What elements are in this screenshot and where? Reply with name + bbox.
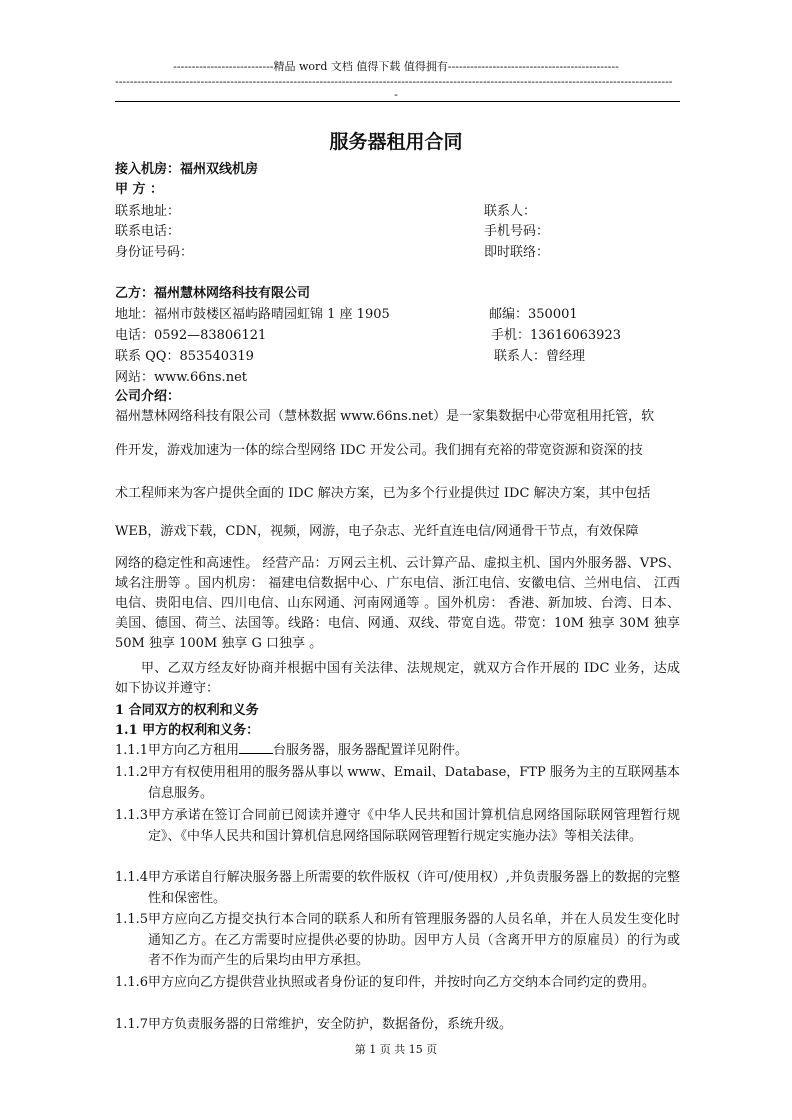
party-b-contact: 联系人：曾经理 — [494, 349, 586, 364]
clause-text: 甲方承诺在签订合同前已阅读并遵守《中华人民共和国计算机信息网络国际联网管理暂行规定》、《中华人民共和国计算机信息网络国际联网管理暂行规定实施办法》等相关法律。 — [148, 808, 680, 844]
header-rule — [115, 101, 680, 102]
intro-heading: 公司介绍： — [115, 389, 181, 404]
party-b-website: 网站：www.66ns.net — [115, 370, 247, 385]
clause-text: 甲方向乙方租用 — [148, 743, 240, 758]
intro-line-3: 术工程师来为客户提供全面的 IDC 解决方案，已为多个行业提供过 IDC 解决方案，其中包括 — [115, 486, 651, 501]
access-room: 接入机房：福州双线机房 — [115, 162, 259, 177]
section-1-1-heading: 1.1 甲方的权利和义务： — [115, 723, 260, 738]
intro-products: 网络的稳定性和高速性。 经营产品：万网云主机、云计算产品、虚拟主机、国内外服务器、VPS、域名注册等 。国内机房： 福建电信数据中心、广东电信、浙江电信、安徽电信、兰州电信、 江西电信、贵阳电信、四川电信、山东网通、河南网通等 。国外机房： 香港、新加坡、台湾、日本、美国、德国、荷兰、法国等。线路：电信、网通、双线、带宽自选。带宽：10M 独享 30M 独享 50M 独享 100M 独享 G 口独享 。 — [115, 556, 680, 651]
clause-1-1-7 — [115, 1015, 680, 1036]
party-b-heading — [115, 284, 310, 304]
clause-text: 甲方应向乙方提供营业执照或者身份证的复印件，并按时向乙方交纳本合同约定的费用。 — [148, 975, 656, 990]
intro-line-2: 件开发，游戏加速为一体的综合型网络 IDC 开发公司。我们拥有充裕的带宽资源和资深的技 — [115, 443, 643, 458]
clause-number: 1.1.5 — [115, 912, 149, 927]
party-b-mobile: 手机：13616063923 — [491, 328, 621, 343]
party-a-id: 身份证号码： — [115, 245, 194, 260]
page-header-dashes: ------------------------------------------------------------------------------------------------------------------------------------------------------ — [115, 75, 673, 88]
party-a-phone: 联系电话： — [115, 224, 181, 239]
clause-number: 1.1.6 — [115, 975, 149, 990]
clause-1-1-4 — [115, 868, 680, 909]
party-b-postcode: 邮编：350001 — [489, 307, 578, 322]
clause-text: 甲方应向乙方提交执行本合同的联系人和所有管理服务器的人员名单，并在人员发生变化时通知乙方。在乙方需要时应提供必要的协助。因甲方人员（含离开甲方的原雇员）的行为或者不作为而产生的后果均由甲方承担。 — [148, 912, 680, 968]
clause-1-1-1 — [115, 741, 680, 762]
party-b-name: 福州慧林网络科技有限公司 — [154, 286, 311, 301]
clause-1-1-5 — [115, 910, 680, 972]
clause-1-1-6 — [115, 973, 680, 994]
clause-text: 台服务器，服务器配置详见附件。 — [273, 743, 469, 758]
party-b-qq: 联系 QQ：853540319 — [115, 349, 254, 364]
party-a-address: 联系地址： — [115, 204, 181, 219]
party-a-label: 甲 方 ： — [115, 182, 164, 197]
clause-1-1-2 — [115, 763, 680, 804]
clause-number: 1.1.3 — [115, 808, 149, 823]
party-b-address: 地址：福州市鼓楼区福屿路晴园虹锦 1 座 1905 — [115, 307, 390, 322]
party-a-mobile: 手机号码： — [484, 224, 550, 239]
clause-text: 甲方负责服务器的日常维护，安全防护，数据备份，系统升级。 — [148, 1017, 513, 1032]
clause-text: 甲方有权使用租用的服务器从事以 www、Email、Database，FTP 服务为主的互联网基本信息服务。 — [148, 765, 680, 801]
clause-number: 1.1.7 — [115, 1017, 149, 1032]
page-footer: 第 1 页 共 15 页 — [354, 1043, 438, 1056]
clause-number: 1.1.4 — [115, 870, 149, 885]
clause-1-1-3 — [115, 806, 680, 847]
intro-line-1: 福州慧林网络科技有限公司（慧林数据 www.66ns.net）是一家集数据中心带宽租用托管，软 — [115, 409, 655, 424]
document-title: 服务器租用合同 — [329, 131, 463, 153]
party-b-phone: 电话：0592—83806121 — [115, 328, 267, 343]
clause-number: 1.1.1 — [115, 743, 149, 758]
section-1-heading: 1 合同双方的权利和义务 — [115, 703, 259, 718]
agreement-intro: 甲、乙双方经友好协商并根据中国有关法律、法规规定，就双方合作开展的 IDC 业务，达成如下协议并遵守： — [115, 661, 680, 696]
party-b-label: 乙方： — [115, 286, 155, 301]
page-header-dash: - — [394, 88, 398, 101]
intro-line-4: WEB，游戏下载，CDN，视频，网游，电子杂志、光纤直连电信/网通骨干节点，有效保障 — [115, 524, 639, 539]
clause-number: 1.1.2 — [115, 765, 149, 780]
party-a-contact: 联系人： — [484, 204, 537, 219]
quantity-blank — [239, 741, 273, 754]
party-a-instant: 即时联络： — [484, 245, 550, 260]
page-header-line: ---------------------------精品 word 文档 值得下载 值得拥有---------------------------------------------- — [173, 60, 619, 73]
clause-text: 甲方承诺自行解决服务器上所需要的软件版权（许可/使用权）,并负责服务器上的数据的完整性和保密性。 — [148, 870, 680, 906]
